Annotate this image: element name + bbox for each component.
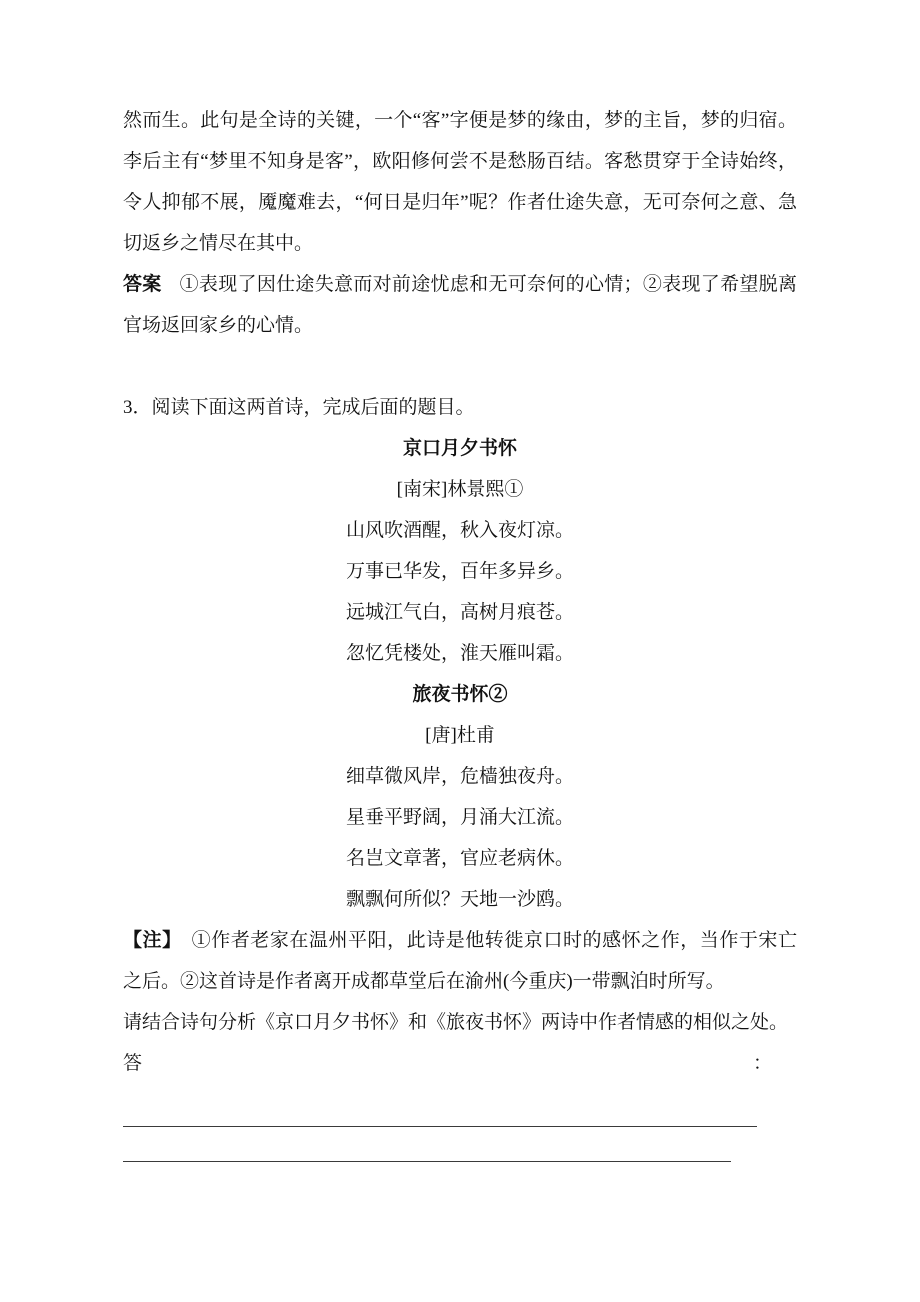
poem2-title: 旅夜书怀②: [412, 684, 508, 705]
section-gap: [123, 346, 797, 387]
answer-prefix: 答: [123, 1053, 143, 1074]
poem2-line: 星垂平野阔，月涌大江流。: [345, 807, 574, 828]
question-3: 3．阅读下面这两首诗，完成后面的题目。: [123, 397, 475, 418]
poem1-line: 山风吹酒醒，秋入夜灯凉。: [345, 520, 574, 541]
poem1-title: 京口月夕书怀: [402, 438, 517, 459]
answer-gap: [123, 1084, 797, 1092]
poem1-line: 远城江气白，高树月痕苍。: [345, 602, 574, 623]
note-paragraph: [123, 920, 797, 1002]
answer-text: ①表现了因仕途失意而对前途忧虑和无可奈何的心情；②表现了希望脱离官场返回家乡的心情。: [123, 274, 797, 336]
answer-blank-line-2: [123, 1127, 731, 1162]
poem2-line: 飘飘何所似？天地一沙鸥。: [345, 889, 574, 910]
answer-colon: ：: [752, 1053, 772, 1074]
analysis-paragraph: 然而生。此句是全诗的关键，一个“客”字便是梦的缘由，梦的主旨，梦的归宿。李后主有“梦里不知身是客”，欧阳修何尝不是愁肠百结。客愁贯穿于全诗始终，令人抑郁不展，魇魔难去，“何日是归年”呢？作者仕途失意，无可奈何之意、急切返乡之情尽在其中。: [123, 110, 797, 254]
answer-paragraph: [123, 264, 797, 346]
poem1-line: 万事已华发，百年多异乡。: [345, 561, 574, 582]
poem1-author: [南宋]林景熙①: [396, 479, 524, 500]
poem1-line: 忽忆凭楼处，淮天雁叫霜。: [345, 643, 574, 664]
answer-area-row: [123, 1043, 797, 1084]
prompt-text: 请结合诗句分析《京口月夕书怀》和《旅夜书怀》两诗中作者情感的相似之处。: [123, 1012, 789, 1033]
poem2-line: 细草微风岸，危樯独夜舟。: [345, 766, 574, 787]
note-text: ①作者老家在温州平阳，此诗是他转徙京口时的感怀之作，当作于宋亡之后。②这首诗是作者离开成都草堂后在渝州(今重庆)一带飘泊时所写。: [123, 930, 797, 992]
answer-label: 答案: [123, 274, 162, 295]
poem2-author: [唐]杜甫: [425, 725, 495, 746]
poem2-line: 名岂文章著，官应老病休。: [345, 848, 574, 869]
answer-blank-line-1: [123, 1092, 757, 1127]
note-label: 【注】: [123, 930, 182, 951]
